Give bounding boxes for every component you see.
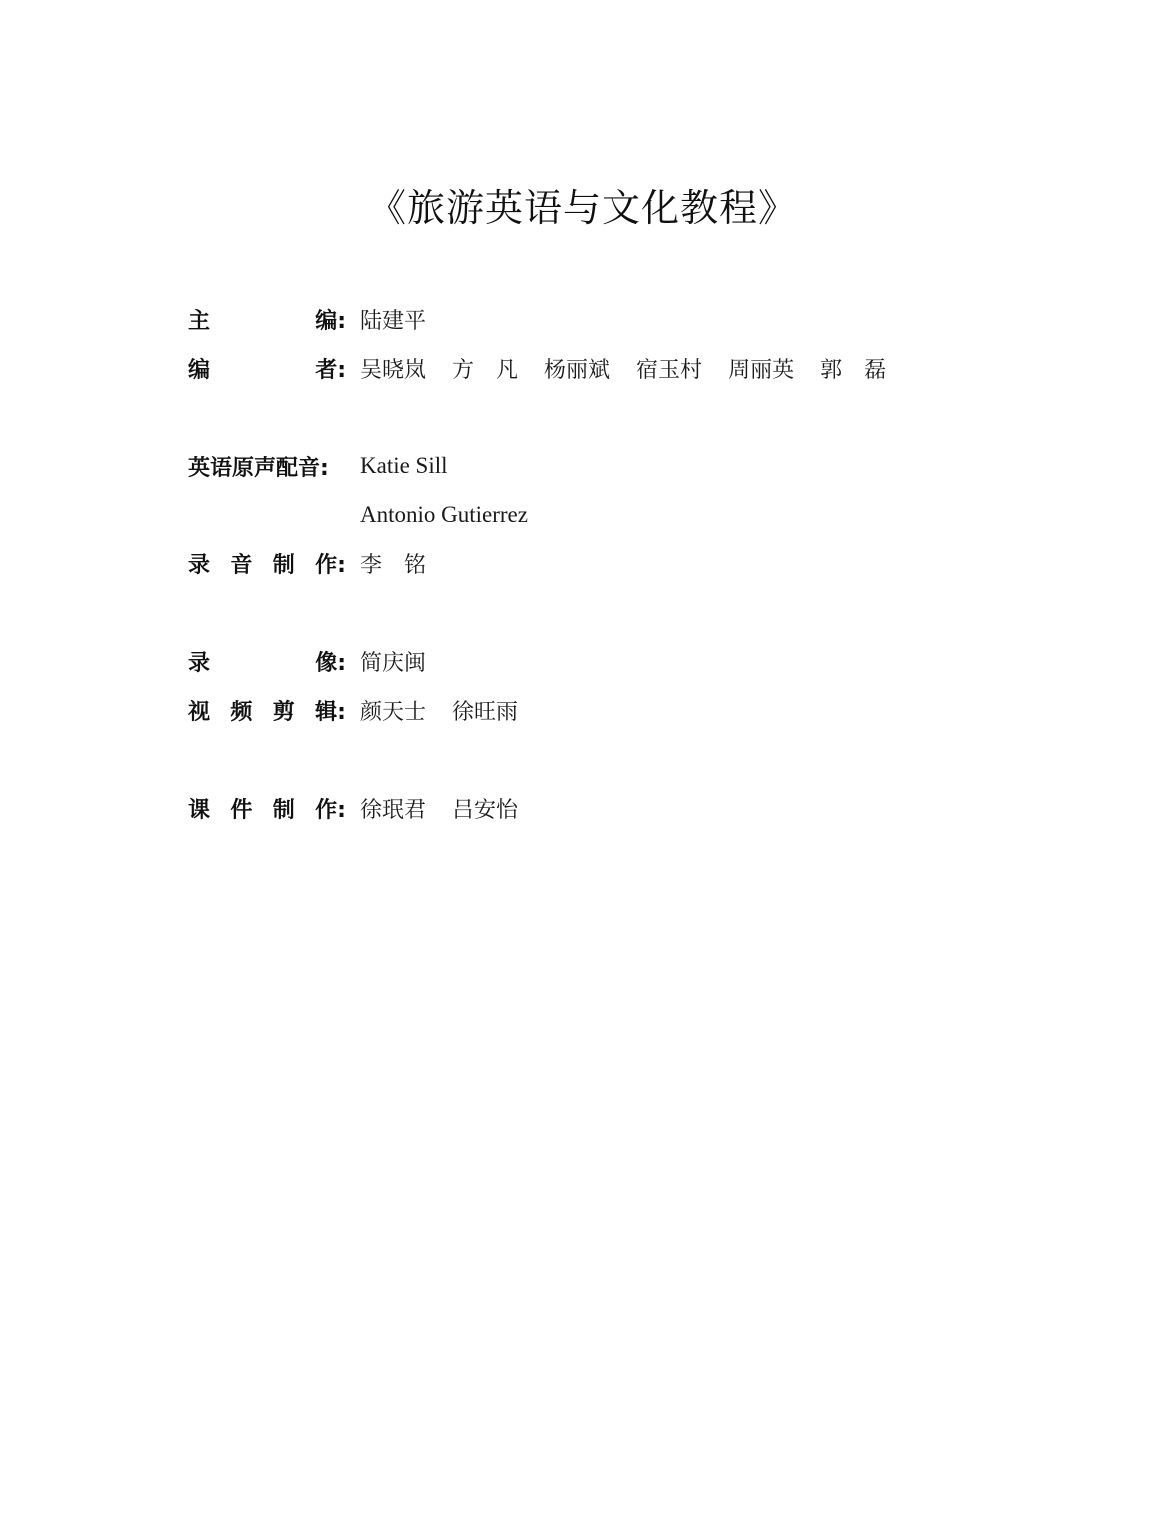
label-char: 件 bbox=[230, 797, 253, 823]
credit-names bbox=[360, 304, 452, 335]
credit-label bbox=[188, 695, 346, 726]
credit-names bbox=[360, 353, 912, 384]
person-name: Katie Sill bbox=[360, 453, 448, 478]
label-char: 录 bbox=[188, 650, 211, 676]
label-char: 主 bbox=[188, 308, 211, 334]
credit-row-audio-production bbox=[188, 548, 452, 578]
credit-row-voice-actors-continued bbox=[188, 500, 554, 530]
label-char: 作: bbox=[315, 552, 346, 578]
label-char: 视 bbox=[188, 699, 211, 725]
person-name: 陆建平 bbox=[360, 308, 427, 334]
credit-names bbox=[360, 793, 544, 824]
person-name: 吕安怡 bbox=[452, 797, 519, 823]
person-name: 周丽英 bbox=[728, 357, 795, 383]
credit-label bbox=[188, 451, 346, 482]
credit-names bbox=[360, 695, 544, 726]
label-char: 编: bbox=[315, 308, 346, 334]
person-name: 徐珉君 bbox=[360, 797, 427, 823]
label-char: 者: bbox=[315, 357, 346, 383]
label-char: 编 bbox=[188, 357, 211, 383]
label-char: 英语原声配音: bbox=[188, 455, 329, 481]
person-name: 简庆闽 bbox=[360, 650, 427, 676]
label-char: 课 bbox=[188, 797, 211, 823]
label-char: 录 bbox=[188, 552, 211, 578]
label-char: 剪 bbox=[272, 699, 295, 725]
credit-label bbox=[188, 304, 346, 335]
credit-names bbox=[360, 548, 452, 579]
label-char: 制 bbox=[272, 797, 295, 823]
credit-names bbox=[360, 453, 474, 479]
person-name: 吴晓岚 bbox=[360, 357, 427, 383]
person-name: 李 铭 bbox=[360, 552, 427, 578]
label-char: 作: bbox=[315, 797, 346, 823]
label-char: 像: bbox=[315, 650, 346, 676]
credit-label bbox=[188, 646, 346, 677]
credit-label bbox=[188, 793, 346, 824]
person-name: 颜天士 bbox=[360, 699, 427, 725]
credit-label bbox=[188, 353, 346, 384]
credit-names bbox=[360, 502, 554, 528]
person-name: Antonio Gutierrez bbox=[360, 502, 528, 527]
credit-row-authors bbox=[188, 353, 912, 383]
person-name: 徐旺雨 bbox=[452, 699, 519, 725]
label-char: 辑: bbox=[315, 699, 346, 725]
person-name: 方 凡 bbox=[452, 357, 519, 383]
credit-row-video-editing bbox=[188, 695, 544, 725]
label-char: 音 bbox=[230, 552, 253, 578]
credit-label bbox=[188, 548, 346, 579]
label-char: 频 bbox=[230, 699, 253, 725]
person-name: 郭 磊 bbox=[820, 357, 887, 383]
credit-row-voice-actors bbox=[188, 451, 474, 481]
credit-row-courseware-production bbox=[188, 793, 544, 823]
credit-row-video-recording bbox=[188, 646, 452, 676]
credit-row-editor-in-chief bbox=[188, 304, 452, 334]
credit-names bbox=[360, 646, 452, 677]
person-name: 杨丽斌 bbox=[544, 357, 611, 383]
label-char: 制 bbox=[272, 552, 295, 578]
person-name: 宿玉村 bbox=[636, 357, 703, 383]
book-title: 《旅游英语与文化教程》 bbox=[367, 186, 797, 230]
